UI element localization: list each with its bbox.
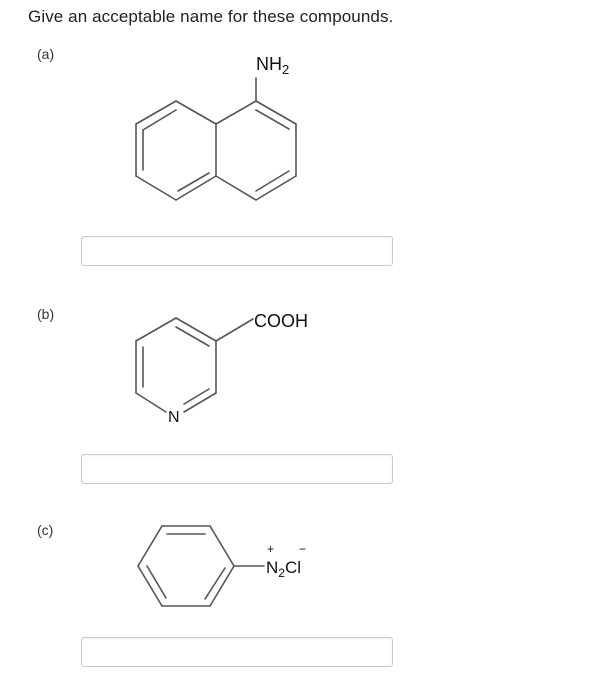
part-a-label: (a): [37, 46, 55, 62]
plus-charge: +: [267, 542, 275, 556]
answer-field-c[interactable]: [81, 637, 393, 667]
minus-charge: −: [299, 542, 307, 556]
nh2-label: $NH_2$: [256, 54, 290, 77]
answer-input-a[interactable]: [82, 237, 392, 265]
benzene-drawing: [138, 526, 264, 606]
part-c-label: (c): [37, 522, 54, 538]
answer-input-b[interactable]: [82, 455, 392, 483]
question-prompt: Give an acceptable name for these compounds.: [28, 7, 394, 26]
pyridine-drawing: [136, 318, 253, 412]
ring-nitrogen-label: N: [168, 409, 180, 426]
cooh-label: COOH: [254, 311, 308, 331]
diazonium-label: $N_2Cl$: [266, 558, 302, 580]
answer-field-a[interactable]: [81, 236, 393, 266]
part-b-label: (b): [37, 306, 55, 322]
answer-input-c[interactable]: [82, 638, 392, 666]
naphthalene-drawing: [136, 78, 296, 200]
answer-field-b[interactable]: [81, 454, 393, 484]
